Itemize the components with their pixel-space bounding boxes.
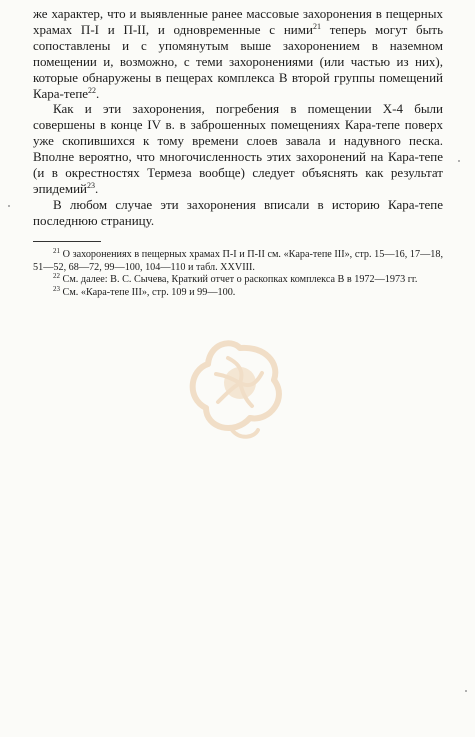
paragraph-1: же характер, что и выявленные ранее массовые захоронения в пещерных храмах П-I и П-II, и одновременные с ними$^{21}$ теперь могут быть сопоставлены и с упомянутым выше захоронением в наземном помещении и, возможно, с теми захоронениями (или частью из них), которые обнаружены в пещерах комплекса В второй группы помещений Кара-тепе$^{22}$.	[33, 6, 444, 101]
paper-speck	[8, 205, 10, 207]
main-text	[33, 6, 443, 229]
library-watermark-ornament	[170, 318, 310, 448]
footnote-21: $^{21}$ О захоронениях в пещерных храмах П-I и П-II см. «Кара-тепе III», стр. 15—16, 17—18, 51—52, 68—72, 99—100, 104—110 и табл. XXVIII.	[33, 247, 443, 273]
footnote-divider	[33, 241, 101, 242]
footnotes	[33, 249, 443, 299]
paragraph-2: Как и эти захоронения, погребения в помещении Х-4 были совершены в конце IV в. в заброшенных помещениях Кара-тепе поверх уже скопившихся к тому времени слоев завала и надувного песка. Вполне вероятно, что многочисленность этих захоронений на Кара-тепе (и в окрестностях Термеза вообще) следует объяснять как результат эпидемий$^{23}$.	[33, 101, 443, 196]
paper-speck	[465, 690, 467, 692]
footnote-ref-22: 22	[88, 85, 97, 95]
paper-speck	[458, 160, 460, 162]
footnote-23: $^{23}$ См. «Кара-тепе III», стр. 109 и 99—100.	[53, 284, 236, 298]
footnote-ref-23: 23	[87, 180, 96, 190]
footnote-22: $^{22}$ См. далее: В. С. Сычева, Краткий отчет о раскопках комплекса В в 1972—1973 гг.	[53, 272, 418, 286]
paragraph-3: В любом случае эти захоронения вписали в историю Кара-тепе последнюю страницу.	[33, 196, 443, 228]
footnote-ref-21: 21	[312, 21, 321, 31]
